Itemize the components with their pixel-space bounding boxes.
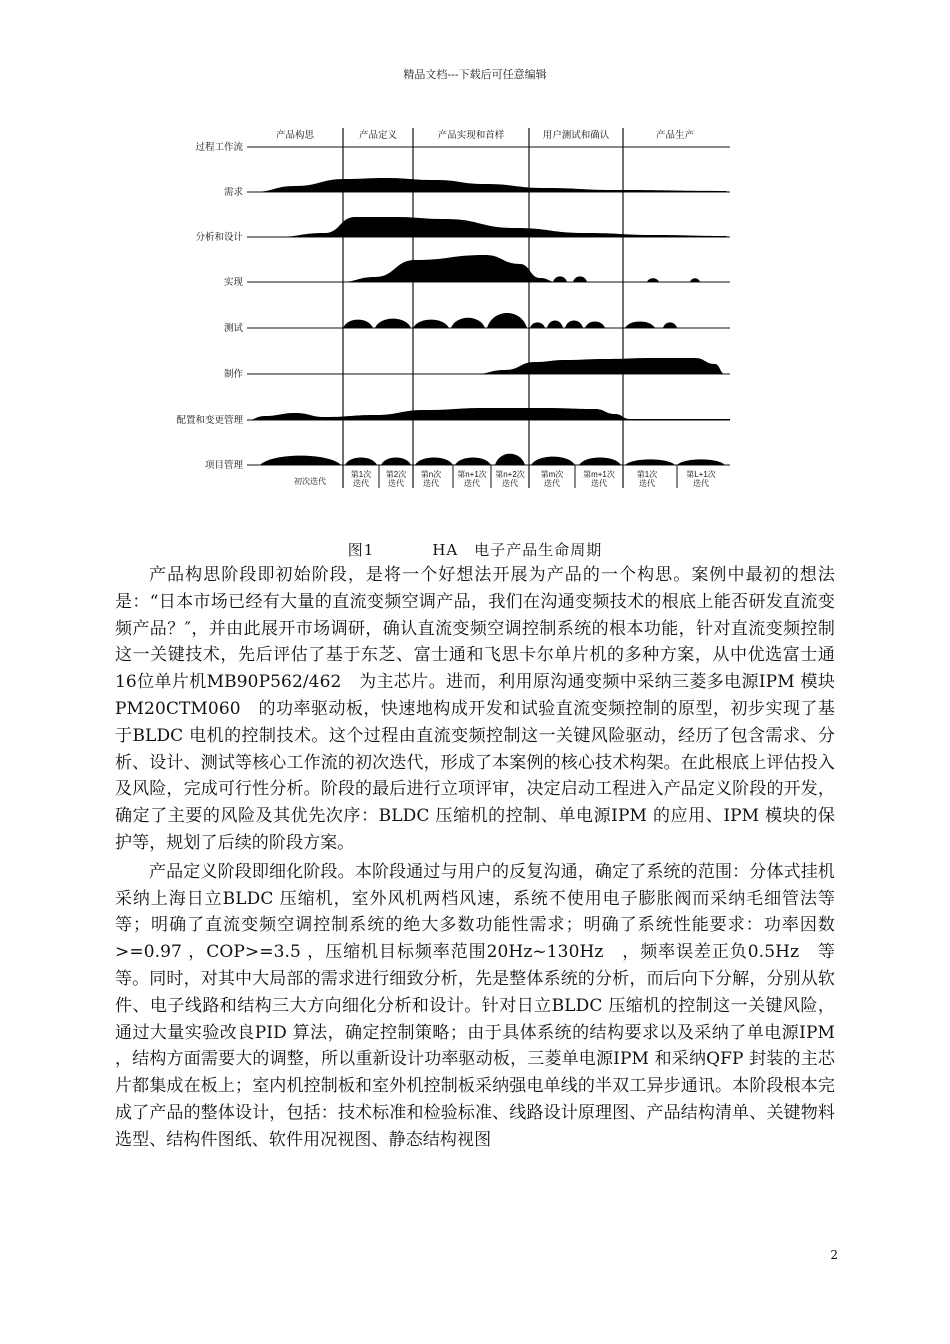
page-number: 2 xyxy=(830,1248,838,1262)
iteration-label: 迭代 xyxy=(591,479,607,488)
iteration-label: 第1次 xyxy=(636,470,658,479)
iteration-label: 迭代 xyxy=(353,479,369,488)
iteration-label: 第n+1次 xyxy=(457,470,487,479)
activity-bump xyxy=(495,454,525,465)
iteration-label: 迭代 xyxy=(423,479,439,488)
workflow-label: 过程工作流 xyxy=(195,142,243,153)
iteration-label: 迭代 xyxy=(639,479,655,488)
iteration-label: 迭代 xyxy=(693,479,709,488)
paragraph-definition-phase: 产品定义阶段即细化阶段。本阶段通过与用户的反复沟通，确定了系统的范围：分体式挂机采纳上海日立BLDC 压缩机，室外风机两档风速，系统不使用电子膨胀阀而采纳毛细管法等等；明确了直流变频空调控制系统的绝大多数功能性需求；明确了系统性能要求：功率因数>=0.97 ，COP>=3.5 ，压缩机目标频率范围20Hz~130Hz ，频率误差正负0.5Hz 等等。同时，对其中大局部的需求进行细致分析，先是整体系统的分析，而后向下分解，分别从软件、电子线路和结构三大方向细化分析和设计。针对日立BLDC 压缩机的控制这一关键风险，通过大量实验改良PID 算法，确定控制策略；由于具体系统的结构要求以及采纳了单电源IPM ，结构方面需要大的调整，所以重新设计功率驱动板，三菱单电源IPM 和采纳QFP 封装的主芯片都集成在板上；室内机控制板和室外机控制板采纳强电单线的半双工异步通讯。本阶段根本完成了产品的整体设计，包括：技术标准和检验标准、线路设计原理图、产品结构清单、关键物料选型、结构件图纸、软件用况视图、静态结构视图 xyxy=(115,861,835,1150)
iteration-label: 第L+1次 xyxy=(686,470,716,479)
activity-bump xyxy=(531,457,575,465)
figure-caption xyxy=(0,539,950,560)
activity-bump xyxy=(565,321,583,329)
activity-bump xyxy=(343,320,373,328)
phase-heading: 产品构思 xyxy=(275,130,315,141)
activity-bump xyxy=(677,459,725,465)
iteration-label: 迭代 xyxy=(544,479,560,488)
phase-heading: 产品生产 xyxy=(655,130,695,141)
activity-bump xyxy=(375,319,411,328)
body-text xyxy=(115,562,835,1154)
activity-bump xyxy=(381,458,411,466)
iteration-label: 第2次 xyxy=(385,470,407,479)
iteration-label: 迭代 xyxy=(388,479,404,488)
phase-heading: 产品实现和首样 xyxy=(437,130,505,141)
figure-title: HA 电子产品生命周期 xyxy=(432,541,603,559)
page-header: 精品文档---下载后可任意编辑 xyxy=(403,68,547,81)
workflow-label: 实现 xyxy=(223,277,243,288)
workflow-label: 分析和设计 xyxy=(195,232,243,243)
deployment-profile xyxy=(475,358,725,374)
activity-bump xyxy=(625,321,655,328)
iteration-label: 第n+2次 xyxy=(495,470,525,479)
iteration-label: 第n次 xyxy=(420,470,442,479)
iteration-label: 第1次 xyxy=(350,470,372,479)
activity-bump xyxy=(547,321,563,329)
iteration-label: 第m+1次 xyxy=(583,470,615,479)
workflow-label: 配置和变更管理 xyxy=(176,415,243,426)
activity-bump xyxy=(455,458,491,466)
activity-bump xyxy=(530,322,545,328)
activity-bump xyxy=(345,458,377,466)
activity-bump xyxy=(625,459,675,465)
workflow-label: 项目管理 xyxy=(204,460,243,471)
workflow-label: 制作 xyxy=(223,369,243,380)
activity-bump xyxy=(487,313,527,328)
lifecycle-figure xyxy=(176,120,745,500)
config-profile xyxy=(247,408,730,420)
activity-bump xyxy=(573,276,587,282)
activity-bump xyxy=(585,321,605,328)
activity-bump xyxy=(451,318,485,328)
activity-bump xyxy=(260,456,341,465)
iteration-label: 迭代 xyxy=(502,479,518,488)
activity-bump xyxy=(415,458,453,466)
activity-bump xyxy=(579,458,621,466)
activity-bump xyxy=(663,322,677,328)
lifecycle-diagram xyxy=(176,120,745,500)
phase-heading: 产品定义 xyxy=(358,130,398,141)
iteration-label: 迭代 xyxy=(464,479,480,488)
requirements-profile xyxy=(253,178,730,192)
phase-heading: 用户测试和确认 xyxy=(542,130,610,141)
workflow-label: 需求 xyxy=(223,187,243,198)
activity-bump xyxy=(647,278,659,282)
activity-bump xyxy=(553,276,567,282)
implementation-profile xyxy=(340,255,557,282)
activity-bump xyxy=(690,278,700,282)
workflow-label: 测试 xyxy=(223,323,243,334)
iteration-label: 第m次 xyxy=(540,470,564,479)
iteration-label: 初次迭代 xyxy=(294,477,326,486)
paragraph-concept-phase: 产品构思阶段即初始阶段，是将一个好想法开展为产品的一个构思。案例中最初的想法是：“日本市场已经有大量的直流变频空调产品，我们在沟通变频技术的根底上能否研发直流变频产品？″，并由此展开市场调研，确认直流变频空调控制系统的根本功能，针对直流变频控制这一关键技术，先后评估了基于东芝、富士通和飞思卡尔单片机的多种方案，从中优选富士通16位单片机MB90P562/462 为主芯片。进而，利用原沟通变频中采纳三菱多电源IPM 模块PM20CTM060 的功率驱动板，快速地构成开发和试验直流变频控制的原型，初步实现了基于BLDC 电机的控制技术。这个过程由直流变频控制这一关键风险驱动，经历了包含需求、分析、设计、测试等核心工作流的初次迭代，形成了本案例的核心技术构架。在此根底上评估投入及风险，完成可行性分析。阶段的最后进行立项评审，决定启动工程进入产品定义阶段的开发，确定了主要的风险及其优先次序：BLDC 压缩机的控制、单电源IPM 的应用、IPM 模块的保护等，规划了后续的阶段方案。 xyxy=(115,565,835,853)
activity-bump xyxy=(413,320,449,328)
figure-number: 图1 xyxy=(347,541,375,559)
